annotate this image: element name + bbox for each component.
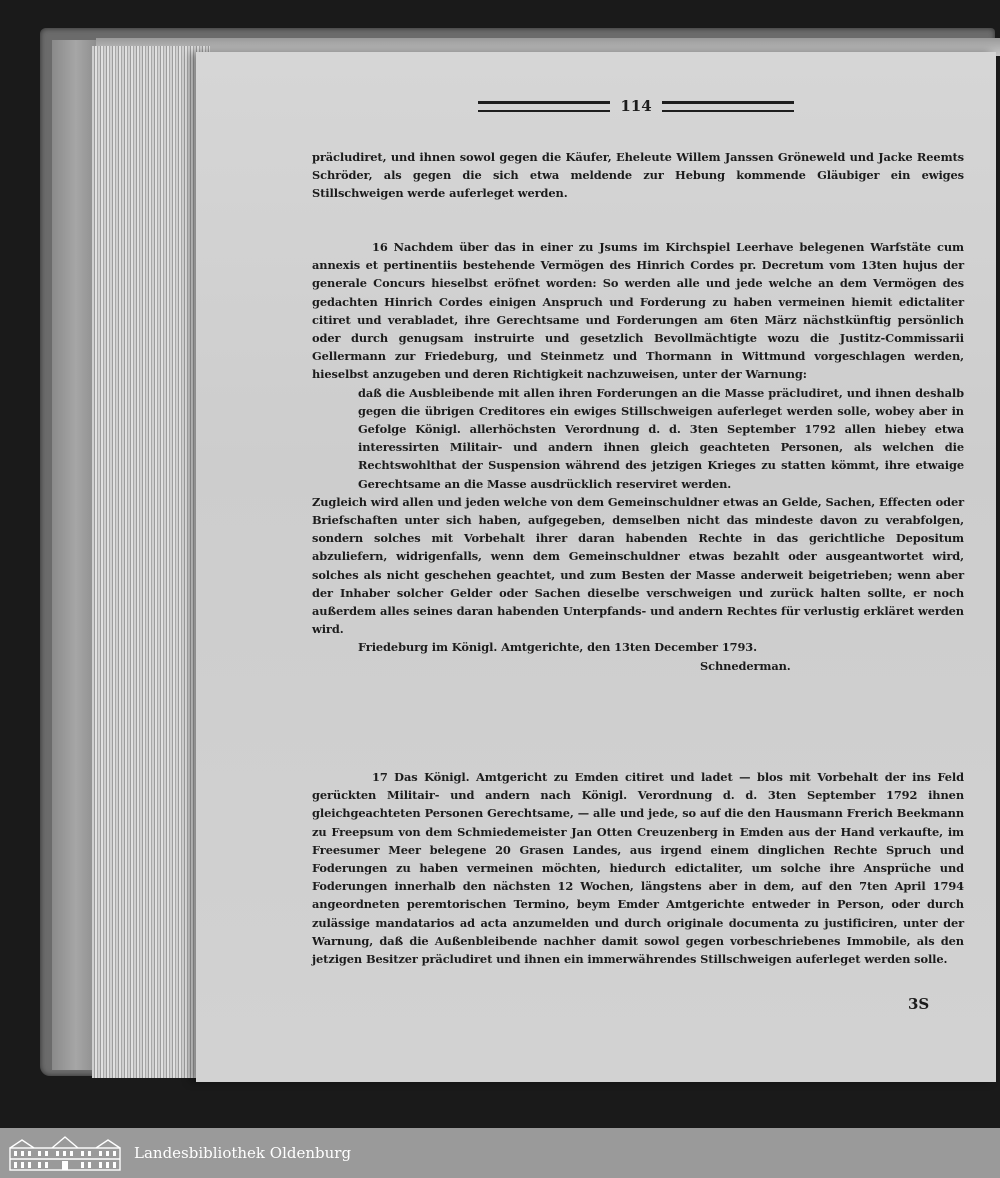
library-name: Landesbibliothek Oldenburg <box>134 1144 352 1162</box>
page-header <box>466 96 806 116</box>
page-number: 114 <box>620 97 652 115</box>
page-stack-edge <box>92 46 210 1078</box>
entry-16 <box>312 238 964 675</box>
entry-16-signature: Schnederman. <box>700 658 791 673</box>
entry-16-warning: daß die Ausbleibende mit allen ihren Forderungen an die Masse präcludiret, und ihnen deshalb gegen die übrigen Creditores ein ewiges Stillschweigen auferleget werden solle, wobey aber in Gefolge Königl. allerhöchsten Verordnung d. d. 3ten September 1792 allen hiebey etwa interessirten Militair- und andern ihnen gleich geachteten Personen, als welchen die Rechtswohlthat der Suspension während des jetzigen Krieges zu statten kömmt, ihre etwaige Gerechtsame an die Masse ausdrücklich reserviret werden. <box>358 385 964 491</box>
paragraph-continuation: präcludiret, und ihnen sowol gegen die Käufer, Eheleute Willem Janssen Gröneweld und Jacke Reemts Schröder, als gegen die sich etwa meldende zur Hebung kommende Gläubiger ein ewiges Stillschweigen werde auferleget werden. <box>312 150 964 201</box>
header-rule-right <box>662 101 794 112</box>
entry-17: 17 Das Königl. Amtgericht zu Emden citiret und ladet — blos mit Vorbehalt der ins Feld gerückten Militair- und andern nach Königl. Verordnung d. d. 3ten September 1792 ihnen gleichgeachteten Personen Gerechtsame, — alle und jede, so auf die den Hausmann Frerich Beekmann zu Freepsum von dem Schmiedemeister Jan Otten Creuzenberg in Emden aus der Hand verkaufte, im Freesumer Meer belegene 20 Grasen Landes, aus irgend einem dinglichen Rechte Spruch und Foderungen zu haben vermeinen möchten, hiedurch edictaliter, um solche ihre Ansprüche und Foderungen innerhalb den nächsten 12 Wochen, längstens aber in dem, auf den 7ten April 1794 angeordneten peremtorischen Termino, beym Emder Amtgerichte entweder in Person, oder durch zulässige mandatarios ad acta anzumelden und durch originale documenta zu justificiren, unter der Warnung, daß die Außenbleibende nachher damit sowol gegen vorbeschriebenes Immobile, als den jetzigen Besitzer präcludiret und ihnen ein immerwährendes Stillschweigen auferleget werden solle. <box>312 770 964 967</box>
library-footer-bar <box>0 1128 1000 1178</box>
library-building-icon <box>8 1134 122 1172</box>
entry-16-main: 16 Nachdem über das in einer zu Jsums im Kirchspiel Leerhave belegenen Warfstäte cum annexis et pertinentiis bestehende Vermögen des Hinrich Cordes pr. Decretum vom 13ten hujus der generale Concurs hieselbst eröfnet worden: So werden alle und jede welche an dem Vermögen des gedachten Hinrich Cordes einigen Anspruch und Forderung zu haben vermeinen hiemit edictaliter citiret und verabladet, ihre Gerechtsame und Forderungen am 6ten März nächstkünftig persönlich oder durch genugsam instruirte und gesetzlich Bevollmächtigte wozu die Justitz-Commissarii Gellermann zur Friedeburg, und Steinmetz und Thormann in Wittmund vorgeschlagen werden, hieselbst anzugeben und deren Richtigkeit nachzuweisen, unter der Warnung: <box>312 240 964 382</box>
entry-16-place-date: Friedeburg im Königl. Amtgerichte, den 13ten December 1793. <box>358 640 757 655</box>
catchword: 3S <box>908 995 930 1013</box>
entry-16-notice: Zugleich wird allen und jeden welche von dem Gemeinschuldner etwas an Gelde, Sachen, Effecten oder Briefschaften unter sich haben, aufgegeben, demselben nicht das mindeste davon zu verabfolgen, sondern solches mit Vorbehalt ihrer daran habenden Rechte in das gerichtliche Depositum abzuliefern, widrigenfalls, wenn dem Gemeinschuldner etwas bezahlt oder ausgeantwortet wird, solches als nicht geschehen geachtet, und zum Besten der Masse anderweit beigetrieben; wenn aber der Inhaber solcher Gelder oder Sachen dieselbe verschweigen und zurück halten sollte, er noch außerdem alles seines daran habenden Unterpfands- und andern Rechtes für verlustig erkläret werden wird. <box>312 494 964 637</box>
header-rule-left <box>478 101 610 112</box>
